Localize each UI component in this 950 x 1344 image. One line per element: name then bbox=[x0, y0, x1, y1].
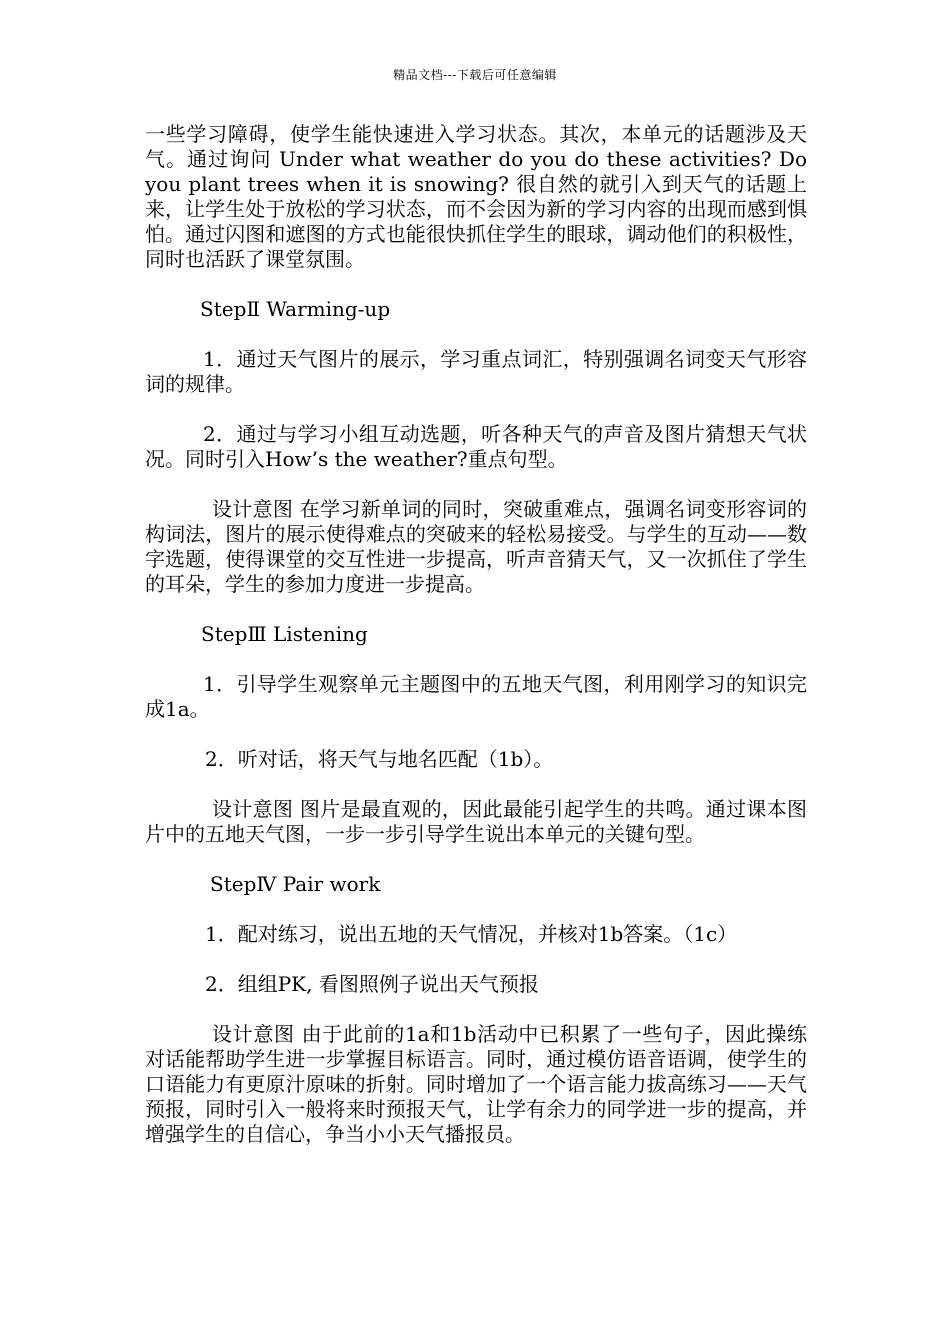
step-2-item-1: 1．通过天气图片的展示，学习重点词汇，特别强调名词变天气形容词的规律。 bbox=[145, 347, 807, 396]
step-4-design-intent: 设计意图 由于此前的1a和1b活动中已积累了一些句子，因此操练对话能帮助学生进一步掌握目标语言。同时，通过模仿语音语调，使学生的口语能力有更原汁原味的折射。同时增加了一个语言能力拔高练习——天气预报，同时引入一般将来时预报天气，让学有余力的同学进一步的提高，并增强学生的自信心，争当小小天气播报员。 bbox=[145, 1022, 807, 1146]
page-header: 精品文档---下载后可任意编辑 bbox=[393, 68, 557, 82]
step-2-item-2: 2．通过与学习小组互动选题，听各种天气的声音及图片猜想天气状况。同时引入How’s the weather?重点句型。 bbox=[145, 422, 807, 471]
step-2-heading: StepⅡ Warming-up bbox=[200, 297, 391, 321]
document-body bbox=[145, 122, 807, 1147]
step-3-design-intent: 设计意图 图片是最直观的，因此最能引起学生的共鸣。通过课本图片中的五地天气图，一步一步引导学生说出本单元的关键句型。 bbox=[145, 797, 807, 846]
step-3-item-1: 1．引导学生观察单元主题图中的五地天气图，利用刚学习的知识完成1a。 bbox=[145, 672, 807, 721]
step-4-item-1: 1．配对练习，说出五地的天气情况，并核对1b答案。（1c） bbox=[205, 922, 738, 946]
step-3-item-2: 2．听对话，将天气与地名匹配（1b）。 bbox=[205, 747, 554, 771]
step-4-heading: StepⅣ Pair work bbox=[210, 872, 381, 896]
intro-paragraph: 一些学习障碍，使学生能快速进入学习状态。其次，本单元的话题涉及天气。通过询问 Under what weather do you do these activities? Do you plant trees when it is snowing? 很自然的就引入到天气的话题上来，让学生处于放松的学习状态，而不会因为新的学习内容的出现而感到惧怕。通过闪图和遮图的方式也能很快抓住学生的眼球，调动他们的积极性，同时也活跃了课堂氛围。 bbox=[145, 122, 807, 271]
step-2-design-intent: 设计意图 在学习新单词的同时，突破重难点，强调名词变形容词的构词法，图片的展示使得难点的突破来的轻松易接受。与学生的互动——数字选题，使得课堂的交互性进一步提高，听声音猜天气，又一次抓住了学生的耳朵，学生的参加力度进一步提高。 bbox=[145, 497, 807, 596]
step-3-heading: StepⅢ Listening bbox=[201, 622, 368, 646]
step-4-item-2: 2．组组PK, 看图照例子说出天气预报 bbox=[205, 972, 539, 996]
